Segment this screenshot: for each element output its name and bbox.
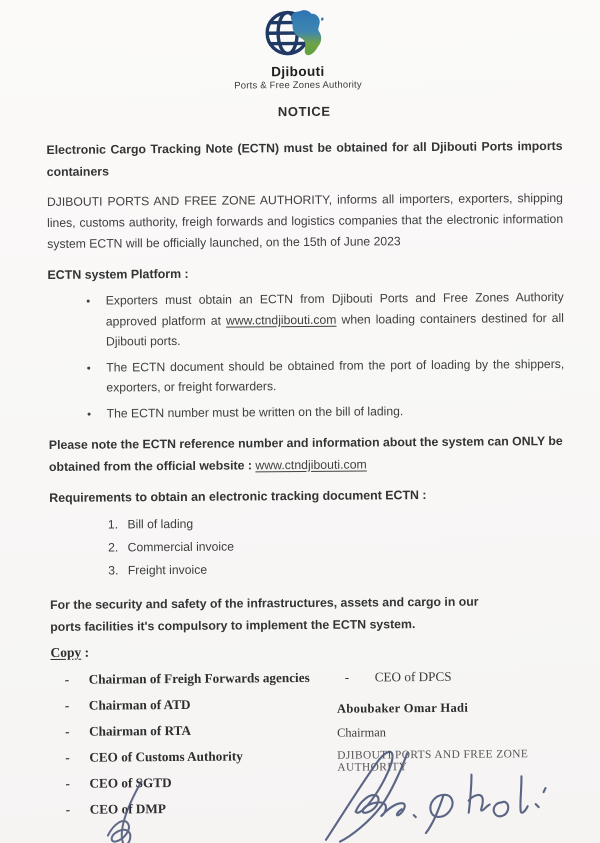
copy-item-label: Chairman of RTA: [89, 722, 192, 739]
copy-item-label: Chairman of ATD: [88, 696, 191, 713]
copy-list-item: [51, 696, 337, 714]
logo-title: Djibouti: [271, 63, 325, 80]
requirement-text: Freight invoice: [127, 562, 208, 578]
requirements-heading: Requirements to obtain an electronic tracking document ECTN :: [49, 488, 427, 505]
dash-marker: -: [65, 801, 71, 817]
website-link-text: www.ctndjibouti.com: [255, 456, 367, 472]
copy-item-label: CEO of SGTD: [89, 775, 172, 791]
copy-item-label: CEO of Customs Authority: [89, 748, 243, 765]
bullet-item-number: [101, 399, 565, 423]
requirement-item: [122, 533, 566, 559]
website-link-text: www.ctndjibouti.com: [225, 312, 337, 328]
dash-marker: -: [344, 669, 350, 685]
document-body: [46, 102, 568, 828]
dash-marker: -: [65, 723, 70, 739]
copy-heading: [50, 641, 566, 661]
requirements-list: [49, 510, 566, 583]
copy-recipients-left: [51, 670, 338, 828]
bullet-text: when loading containers destined for all Djibouti ports.: [105, 310, 564, 349]
signature-right-icon: [321, 748, 584, 843]
intro-statement: Electronic Cargo Tracking Note (ECTN) must be obtained for all Djibouti Ports imports containers: [46, 138, 563, 179]
copy-item-label: CEO of DPCS: [374, 668, 452, 685]
logo-subtitle: Ports & Free Zones Authority: [234, 79, 362, 92]
copy-list-item: [51, 774, 337, 792]
dash-marker: -: [65, 749, 70, 765]
copy-colon: :: [81, 644, 90, 660]
security-paragraph: For the security and safety of the infrastructures, assets and cargo in our ports facilities it's compulsory to implement the ECTN system.: [50, 594, 479, 634]
copy-item-label: Chairman of Freigh Forwards agencies: [88, 669, 310, 687]
copy-list-item: [337, 668, 567, 686]
note-paragraph: [49, 431, 565, 478]
signatory-name: Aboubaker Omar Hadi: [336, 700, 469, 716]
platform-bullet-list: [48, 287, 565, 424]
letterhead: [0, 6, 598, 94]
notice-title: NOTICE: [277, 103, 331, 120]
bullet-item-document: [100, 353, 564, 398]
copy-list-item: [51, 722, 337, 740]
copy-list-item: [51, 748, 337, 766]
copy-list-item: [52, 800, 338, 818]
requirement-text: Commercial invoice: [127, 539, 235, 555]
bullet-text: The ECTN document should be obtained from the port of loading by the shippers, exporters, or freight forwarders.: [106, 356, 565, 395]
signatory-organization: DJIBOUTI PORTS AND FREE ZONE AUTHORITY: [337, 748, 529, 774]
bullet-text: Exporters must obtain an ECTN from Djibouti Ports and Free Zones Authority approved platform at: [105, 289, 564, 329]
bullet-item-exporters: [100, 287, 564, 352]
copy-item-label: CEO of DMP: [89, 801, 166, 817]
dash-marker: -: [65, 775, 70, 791]
requirement-text: Bill of lading: [127, 516, 194, 532]
dash-marker: -: [64, 697, 70, 713]
requirement-item: [122, 556, 566, 582]
globe-africa-logo-icon: [265, 8, 329, 64]
bullet-text: The ECTN number must be written on the bill of lading.: [106, 403, 404, 421]
platform-heading: ECTN system Platform :: [47, 266, 189, 282]
intro-paragraph: DJIBOUTI PORTS AND FREE ZONE AUTHORITY, informs all importers, exporters, shipping lines, customs authority, freigh forwards and logistics companies that the electronic information system ECTN will be officially launched, on the 15th of June 2023: [46, 190, 564, 251]
copy-list-item: [51, 670, 337, 688]
copy-label: Copy: [50, 644, 82, 660]
dash-marker: -: [64, 671, 70, 687]
requirement-item: [121, 510, 565, 536]
signature-left-icon: [95, 779, 162, 843]
note-text: Please note the ECTN reference number and information about the system can ONLY be obtained from the official website :: [48, 433, 563, 474]
signatory-title: Chairman: [337, 725, 387, 740]
